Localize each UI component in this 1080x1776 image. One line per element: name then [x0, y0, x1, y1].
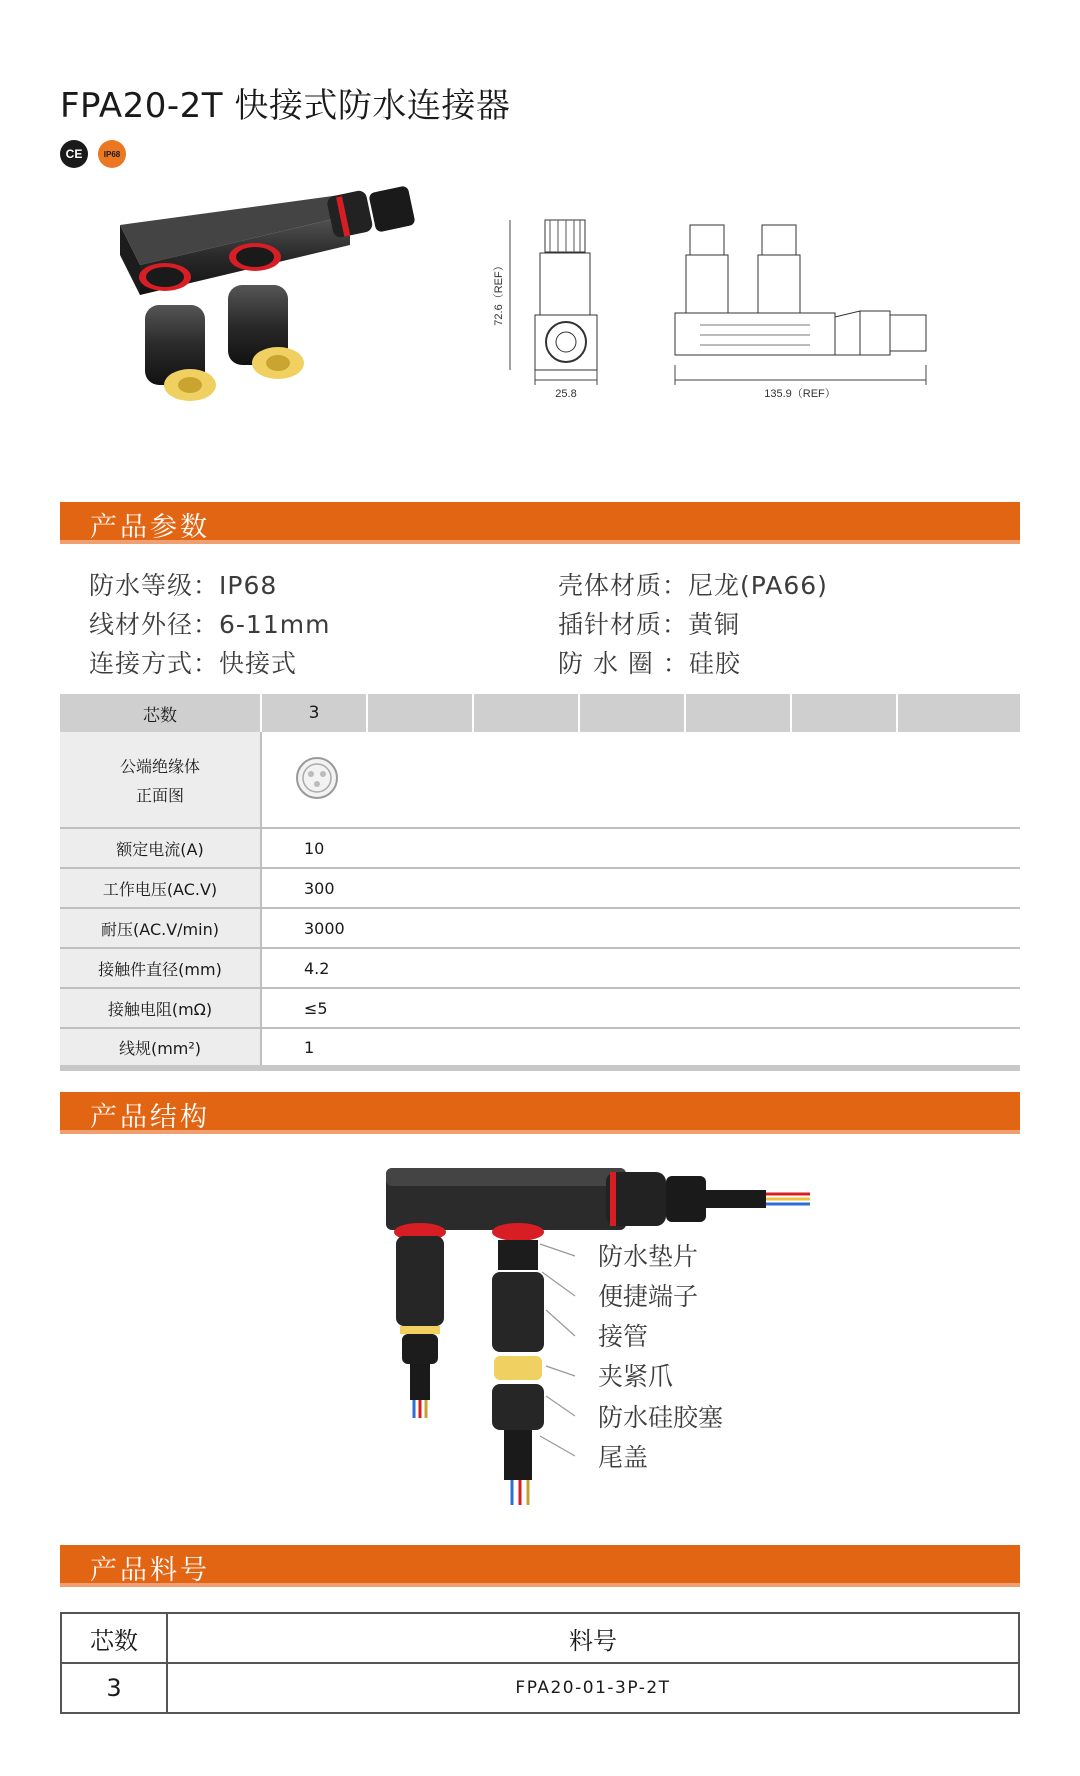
part-number-table: [60, 1612, 1020, 1714]
table-row: [60, 908, 1020, 948]
spec-row-value: 1: [261, 1028, 1020, 1068]
ce-mark-icon: CE: [60, 140, 88, 168]
callout-clamp-claw: 夹紧爪: [598, 1362, 674, 1391]
callout-end-cap: 尾盖: [598, 1443, 649, 1472]
parts-cores-value: 3: [61, 1663, 167, 1713]
spec-header-empty: [367, 694, 473, 732]
section-parts-header: [60, 1545, 1020, 1587]
callout-coupling-tube: 接管: [598, 1322, 649, 1351]
spec-row-value: 4.2: [261, 948, 1020, 988]
table-row: [60, 828, 1020, 868]
section-parts-title: 产品料号: [90, 1555, 210, 1586]
ip68-badge-icon: IP68: [98, 140, 126, 168]
param-waterproof-level: 防水等级：IP68: [89, 571, 278, 600]
page-title: FPA20-2T 快接式防水连接器: [60, 86, 511, 126]
section-params-title: 产品参数: [90, 512, 210, 543]
spec-row-label: 耐压(AC.V/min): [60, 908, 261, 948]
spec-row-label: [60, 732, 261, 828]
spec-header-empty: [791, 694, 897, 732]
section-structure-header: [60, 1092, 1020, 1134]
section-params-header: [60, 502, 1020, 544]
table-row: [60, 948, 1020, 988]
spec-row-label: 额定电流(A): [60, 828, 261, 868]
spec-table-header: [60, 694, 1020, 732]
parts-header-cores: 芯数: [61, 1613, 167, 1663]
spec-row-label: 线规(mm²): [60, 1028, 261, 1068]
spec-row-value: 10: [261, 828, 1020, 868]
spec-header-empty: [473, 694, 579, 732]
insulator-face-icon: [294, 755, 340, 801]
param-cable-diameter: 线材外径：6-11mm: [89, 610, 331, 639]
spec-row-label: 接触电阻(mΩ): [60, 988, 261, 1028]
callout-waterproof-gasket: 防水垫片: [598, 1242, 699, 1271]
product-photo: [110, 185, 430, 445]
table-row: [61, 1663, 1019, 1713]
spec-row-label: 工作电压(AC.V): [60, 868, 261, 908]
height-dimension-label: 72.6（REF）: [493, 260, 505, 326]
spec-row-label: 接触件直径(mm): [60, 948, 261, 988]
parts-header-part-no: 料号: [167, 1613, 1019, 1663]
table-row: [60, 732, 1020, 828]
side-view-drawing: [490, 215, 610, 405]
section-structure-title: 产品结构: [90, 1102, 210, 1133]
width-dimension-label: 25.8: [555, 388, 577, 400]
callout-silicone-plug: 防水硅胶塞: [598, 1403, 724, 1432]
table-row: [60, 1028, 1020, 1068]
param-seal-material: 防 水 圈 ：硅胶: [558, 649, 741, 678]
spec-row-value: [261, 732, 1020, 828]
spec-header-empty: [685, 694, 791, 732]
table-row: [60, 868, 1020, 908]
spec-row-value: ≤5: [261, 988, 1020, 1028]
parts-part-no-value: FPA20-01-3P-2T: [167, 1663, 1019, 1713]
length-dimension-label: 135.9（REF）: [764, 388, 836, 400]
spec-table: [60, 694, 1020, 1071]
spec-header-empty: [579, 694, 685, 732]
callout-quick-terminal: 便捷端子: [598, 1282, 699, 1311]
front-view-drawing: [670, 215, 960, 405]
spec-header-empty: [897, 694, 1020, 732]
spec-header-label: 芯数: [60, 694, 261, 732]
table-row: [60, 988, 1020, 1028]
face-label-line2: 正面图: [135, 785, 184, 805]
param-pin-material: 插针材质：黄铜: [558, 610, 741, 639]
spec-row-value: 300: [261, 868, 1020, 908]
face-label-line1: 公端绝缘体: [119, 756, 200, 776]
table-row: [61, 1613, 1019, 1663]
param-housing-material: 壳体材质：尼龙(PA66): [558, 571, 828, 600]
spec-row-value: 3000: [261, 908, 1020, 948]
param-connection-method: 连接方式：快接式: [89, 649, 298, 678]
spec-header-value: 3: [261, 694, 367, 732]
